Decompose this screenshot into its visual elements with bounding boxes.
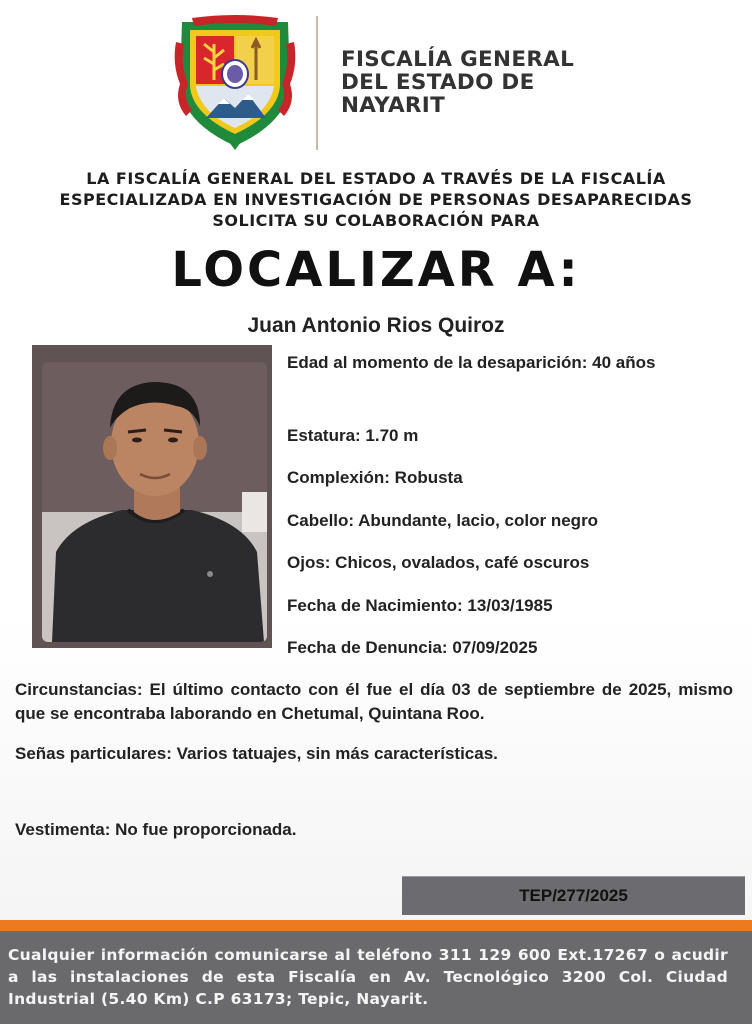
detail-height: Estatura: 1.70 m <box>287 426 419 445</box>
case-number: TEP/277/2025 <box>519 886 628 905</box>
intro-line-3: SOLICITA SU COLABORACIÓN PARA <box>212 211 540 230</box>
intro-line-2: ESPECIALIZADA EN INVESTIGACIÓN DE PERSONAS DESAPARECIDAS <box>59 190 693 209</box>
detail-build: Complexión: Robusta <box>287 468 463 487</box>
headline: LOCALIZAR A: <box>171 242 581 298</box>
nayarit-coat-of-arms-icon <box>172 14 298 152</box>
case-number-box <box>402 876 745 915</box>
person-name: Juan Antonio Rios Quiroz <box>247 314 505 337</box>
footer <box>0 920 752 1024</box>
header <box>0 0 752 160</box>
clothing-text: Vestimenta: No fue proporcionada. <box>15 820 297 839</box>
header-divider <box>316 16 318 150</box>
detail-birth-date: Fecha de Nacimiento: 13/03/1985 <box>287 596 553 615</box>
org-line-1: FISCALÍA GENERAL <box>341 47 575 72</box>
intro-text <box>20 168 732 231</box>
detail-age: Edad al momento de la desaparición: 40 años <box>287 353 656 372</box>
footer-accent-bar <box>0 920 752 931</box>
detail-report-date: Fecha de Denuncia: 07/09/2025 <box>287 638 538 657</box>
distinguishing-marks-text: Señas particulares: Varios tatuajes, sin más características. <box>15 744 498 763</box>
contact-info-text: Cualquier información comunicarse al teléfono 311 129 600 Ext.17267 o acudir a las instalaciones de esta Fiscalía en Av. Tecnológico 3200 Col. Ciudad Industrial (5.40 Km) C.P 63173; Tepic, Nayarit. <box>8 946 728 1008</box>
intro-line-1: LA FISCALÍA GENERAL DEL ESTADO A TRAVÉS DE LA FISCALÍA <box>86 169 666 188</box>
person-photo <box>42 362 267 642</box>
org-line-3: NAYARIT <box>341 93 446 118</box>
circumstances-text: Circunstancias: El último contacto con él fue el día 03 de septiembre de 2025, mismo que se encontraba laborando en Chetumal, Quintana Roo. <box>15 680 733 723</box>
organization-name <box>341 48 641 117</box>
detail-hair: Cabello: Abundante, lacio, color negro <box>287 511 599 530</box>
org-line-2: DEL ESTADO DE <box>341 70 535 95</box>
detail-eyes: Ojos: Chicos, ovalados, café oscuros <box>287 553 590 572</box>
